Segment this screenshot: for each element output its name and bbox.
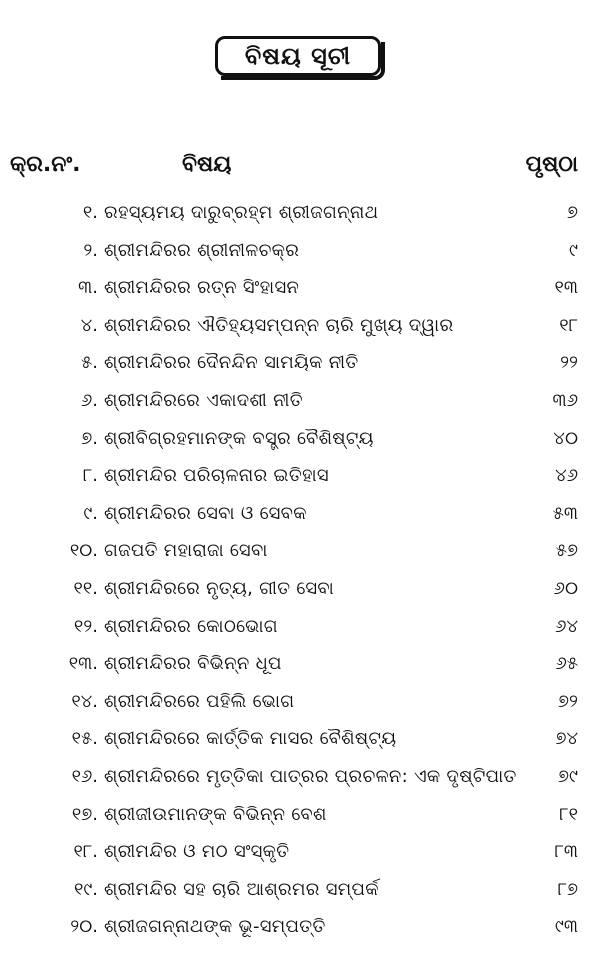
entry-page-number: ୭୨ bbox=[558, 690, 578, 712]
entry-number: ୬. bbox=[80, 389, 98, 411]
toc-entry bbox=[0, 570, 600, 608]
toc-entry bbox=[0, 645, 600, 683]
toc-entry bbox=[0, 532, 600, 570]
entry-page-number: ୯ bbox=[569, 239, 578, 261]
entry-title: ଶ୍ରୀବିଗ୍ରହମାନଙ୍କ ବସ୍ତ୍ର ବୈଶିଷ୍ଟ୍ୟ bbox=[104, 427, 374, 449]
entry-page-number: ୨୨ bbox=[560, 352, 578, 374]
entry-number: ୧୪. bbox=[71, 690, 98, 712]
entry-title: ଶ୍ରୀମନ୍ଦିରରେ ନୃତ୍ୟ, ଗୀତ ସେବା bbox=[104, 577, 335, 599]
entry-page-number: ୮୭ bbox=[557, 878, 578, 900]
toc-entry bbox=[0, 495, 600, 533]
entry-number: ୧୧. bbox=[73, 577, 98, 599]
title-box bbox=[215, 36, 381, 76]
entry-title: ଶ୍ରୀମନ୍ଦିରର ରତ୍ନ ସିଂହାସନ bbox=[104, 277, 300, 299]
entry-title: ଶ୍ରୀମନ୍ଦିରରେ କାର୍ତ୍ତିକ ମାସର ବୈଶିଷ୍ଟ୍ୟ bbox=[104, 728, 397, 750]
toc-entry bbox=[0, 457, 600, 495]
entry-title: ଶ୍ରୀମନ୍ଦିର ପରିଚାଳନାର ଇତିହାସ bbox=[104, 465, 329, 487]
entry-page-number: ୬୪ bbox=[555, 615, 578, 637]
toc-entry bbox=[0, 269, 600, 307]
entry-page-number: ୯୩ bbox=[554, 916, 578, 938]
header-subject: ବିଷୟ bbox=[182, 152, 232, 177]
entry-page-number: ୮୧ bbox=[559, 803, 578, 825]
entry-number: ୭. bbox=[81, 427, 98, 449]
entry-page-number: ୭ bbox=[566, 202, 578, 223]
entry-number: ୧୭. bbox=[71, 803, 98, 825]
toc-entry bbox=[0, 683, 600, 721]
toc-entry bbox=[0, 908, 600, 946]
entry-page-number: ୫୩ bbox=[552, 502, 578, 524]
entry-title: ଗଜପତି ମହାରାଜା ସେବା bbox=[104, 540, 268, 562]
entry-page-number: ୭୯ bbox=[558, 765, 578, 787]
entry-title: ଶ୍ରୀମନ୍ଦିରର ଐତିହ୍ୟସମ୍ପନ୍ନ ଚାରି ମୁଖ୍ୟ ଦ୍ୱାର bbox=[104, 314, 454, 336]
entry-number: ୧୬. bbox=[71, 765, 98, 787]
toc-entry bbox=[0, 833, 600, 871]
toc-list bbox=[0, 194, 600, 946]
entry-number: ୮. bbox=[82, 465, 98, 487]
entry-number: ୯. bbox=[83, 502, 98, 524]
entry-number: ୪. bbox=[80, 314, 98, 336]
entry-number: ୨୦. bbox=[70, 916, 98, 938]
entry-page-number: ୩୬ bbox=[552, 389, 578, 411]
entry-number: ୧. bbox=[82, 202, 98, 223]
entry-title: ଶ୍ରୀମନ୍ଦିରର ଶ୍ରୀନୀଳଚକ୍ର bbox=[104, 239, 300, 261]
toc-entry bbox=[0, 232, 600, 270]
entry-number: ୧୮. bbox=[73, 841, 98, 863]
entry-number: ୧୯. bbox=[73, 878, 98, 900]
entry-number: ୩. bbox=[78, 277, 98, 299]
entry-page-number: ୮୩ bbox=[554, 841, 578, 863]
entry-page-number: ୬୦ bbox=[553, 577, 578, 599]
toc-entry bbox=[0, 382, 600, 420]
toc-entry bbox=[0, 796, 600, 834]
entry-title: ଶ୍ରୀମନ୍ଦିରର ବିଭିନ୍ନ ଧୂପ bbox=[104, 653, 282, 675]
toc-entry bbox=[0, 758, 600, 796]
entry-page-number: ୧୩ bbox=[554, 277, 578, 299]
entry-title: ଶ୍ରୀମନ୍ଦିରରେ ମୃତ୍ତିକା ପାତ୍ରର ପ୍ରଚଳନ: ଏକ ଦୃଷ୍ଟିପାତ bbox=[104, 765, 517, 787]
entry-number: ୧୩. bbox=[68, 653, 98, 675]
entry-title: ଶ୍ରୀଜୀଉମାନଙ୍କ ବିଭିନ୍ନ ବେଶ bbox=[104, 803, 327, 825]
entry-page-number: ୭୪ bbox=[555, 728, 578, 750]
entry-title: ରହସ୍ୟମୟ ଦାରୁବ୍ରହ୍ମ ଶ୍ରୀଜଗନ୍ନାଥ bbox=[104, 202, 379, 223]
header-serial: କ୍ର.ନଂ. bbox=[10, 152, 81, 177]
toc-entry bbox=[0, 871, 600, 909]
toc-entry bbox=[0, 720, 600, 758]
entry-title: ଶ୍ରୀମନ୍ଦିରରେ ଏକାଦଶୀ ନୀତି bbox=[104, 389, 303, 411]
toc-entry bbox=[0, 420, 600, 458]
entry-page-number: ୫୭ bbox=[555, 540, 578, 562]
entry-page-number: ୪୦ bbox=[553, 427, 578, 449]
header-page: ପୃଷ୍ଠା bbox=[525, 152, 578, 177]
entry-title: ଶ୍ରୀମନ୍ଦିରର କୋଠଭୋଗ bbox=[104, 615, 278, 637]
entry-page-number: ୪୬ bbox=[555, 465, 578, 487]
toc-entry bbox=[0, 344, 600, 382]
entry-title: ଶ୍ରୀମନ୍ଦିର ଓ ମଠ ସଂସ୍କୃତି bbox=[104, 841, 290, 863]
entry-number: ୨. bbox=[83, 239, 98, 261]
entry-page-number: ୬୫ bbox=[555, 653, 578, 675]
toc-entry bbox=[0, 608, 600, 646]
entry-title: ଶ୍ରୀମନ୍ଦିର ସହ ଚାରି ଆଶ୍ରମର ସମ୍ପର୍କ bbox=[104, 878, 379, 900]
page-title: ବିଷୟ ସୂଚୀ bbox=[244, 42, 352, 70]
entry-number: ୧୨. bbox=[73, 615, 98, 637]
entry-page-number: ୧୮ bbox=[559, 314, 578, 336]
entry-title: ଶ୍ରୀମନ୍ଦିରର ସେବା ଓ ସେବକ bbox=[104, 502, 307, 524]
entry-title: ଶ୍ରୀଜଗନ୍ନାଥଙ୍କ ଭୂ-ସମ୍ପତ୍ତି bbox=[104, 916, 326, 938]
toc-entry bbox=[0, 194, 600, 232]
toc-entry bbox=[0, 307, 600, 345]
entry-title: ଶ୍ରୀମନ୍ଦିରରେ ପହିଲି ଭୋଗ bbox=[104, 690, 295, 712]
entry-number: ୫. bbox=[81, 352, 98, 374]
entry-number: ୧୫. bbox=[71, 728, 98, 750]
entry-title: ଶ୍ରୀମନ୍ଦିରର ଦୈନନ୍ଦିନ ସାମୟିକ ନୀତି bbox=[104, 352, 359, 374]
table-header bbox=[0, 146, 600, 186]
entry-number: ୧୦. bbox=[69, 540, 98, 562]
